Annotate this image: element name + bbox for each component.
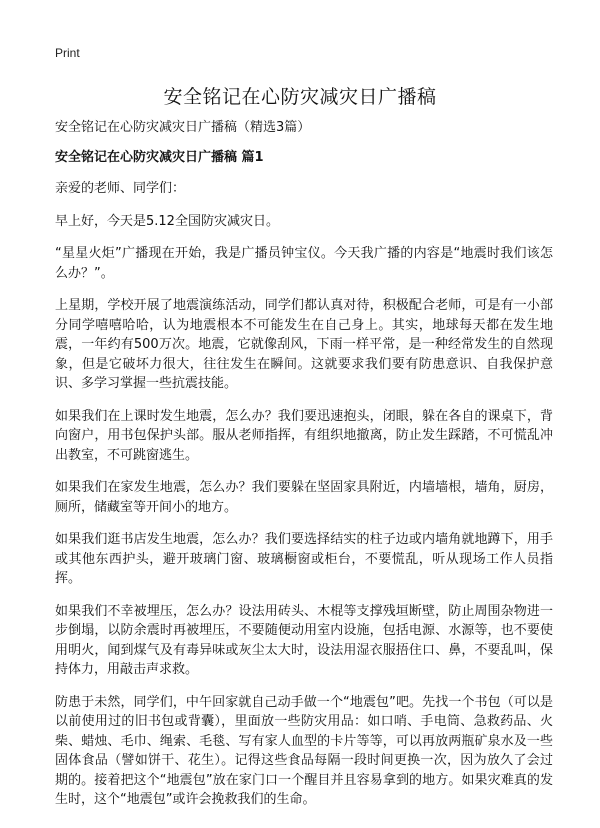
article-body: [55, 118, 553, 823]
paragraph-date: 早上好，今天是5.12全国防灾减灾日。: [55, 213, 279, 229]
paragraph-intro: “星星火炬”广播现在开始，我是广播员钟宝仪。今天我广播的内容是“地震时我们该怎么办？”。: [55, 246, 553, 281]
print-link[interactable]: Print: [55, 46, 80, 60]
paragraph-trapped: 如果我们不幸被埋压，怎么办？设法用砖头、木棍等支撑残垣断壁，防止周围杂物进一步倒塌，以防余震时再被埋压，不要随便动用室内设施，包括电源、水源等，也不要使用明火，闻到煤气及有毒异味或灰尘太大时，设法用湿衣服捂住口、鼻，不要乱叫，保持体力，用敲击声求救。: [55, 603, 553, 677]
paragraph-classroom: 如果我们在上课时发生地震，怎么办？我们要迅速抱头，闭眼，躲在各自的课桌下，背向窗户，用书包保护头部。服从老师指挥，有组织地撤离，防止发生踩踏，不可慌乱冲出教室，不可跳窗逃生。: [55, 408, 553, 463]
article-subtitle: 安全铭记在心防灾减灾日广播稿（精选3篇）: [55, 120, 311, 135]
paragraph-background: 上星期，学校开展了地震演练活动，同学们都认真对待，积极配合老师，可是有一小部分同学嘻嘻哈哈，认为地震根本不可能发生在自己身上。其实，地球每天都在发生地震，一年约有500万次。地震，它就像刮风，下雨一样平常，是一种经常发生的自然现象，但是它破坏力很大，往往发生在瞬间。这就要求我们要有防患意识、自我保护意识、多学习掌握一些抗震技能。: [55, 298, 553, 391]
paragraph-bookstore: 如果我们逛书店发生地震，怎么办？我们要选择结实的柱子边或内墙角就地蹲下，用手或其他东西护头，避开玻璃门窗、玻璃橱窗或柜台，不要慌乱，听从现场工作人员指挥。: [55, 532, 553, 586]
paragraph-home: 如果我们在家发生地震，怎么办？我们要躲在坚固家具附近，内墙墙根，墙角，厨房，厕所，储藏室等开间小的地方。: [55, 480, 553, 515]
paragraph-greeting: 亲爱的老师、同学们：: [55, 181, 186, 196]
section-heading: 安全铭记在心防灾减灾日广播稿 篇1: [55, 150, 264, 165]
page-title: 安全铭记在心防灾减灾日广播稿: [163, 86, 437, 108]
paragraph-emergency-kit: 防患于未然，同学们，中午回家就自己动手做一个“地震包”吧。先找一个书包（可以是以前使用过的旧书包或背囊），里面放一些防灾用品：如口哨、手电筒、急救药品、火柴、蜡烛、毛巾、绳索、毛毯、写有家人血型的卡片等等，可以再放两瓶矿泉水及一些固体食品（譬如饼干、花生）。记得这些食品每隔一段时间更换一次，因为放久了会过期的。接着把这个“地震包”放在家门口一个醒目并且容易拿到的地方。如果灾难真的发生时，这个“地震包”或许会挽救我们的生命。: [55, 694, 553, 807]
